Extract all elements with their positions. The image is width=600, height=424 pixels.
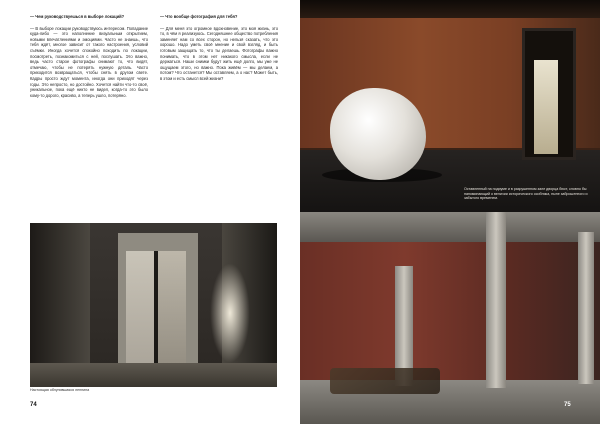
photo-debris	[330, 368, 440, 394]
photo-bust-head	[330, 88, 426, 180]
lenin-photo-caption: Оставленный на подиуме и в разрушенном зале дворца бюст, словно бы напоминающий о величии исторического особняка, ныне заброшенного и забытого временем.	[464, 187, 588, 201]
photo-ceiling	[300, 212, 600, 242]
photo-window-glow	[210, 263, 250, 363]
photo-floor	[30, 363, 277, 387]
page-number-left: 74	[30, 402, 37, 408]
photo-door-gap	[154, 251, 158, 381]
photo-doorway-light	[534, 60, 558, 154]
text-column-1	[30, 14, 148, 104]
lenin-head-photo	[300, 0, 600, 212]
question-2: — Что вообще фотография для тебя?	[160, 14, 238, 19]
photo-column-3	[578, 232, 594, 384]
photo-door-leaf-right	[158, 251, 186, 381]
photo-door-leaf-left	[126, 251, 154, 381]
answer-1: — В выборе локации руководствуюсь интересом. Попадание куда-либо — это наполнение визуальным открытием, новыми впечатлениями и эмоциями. Часто не знаешь, что тебя ждёт, многое зависит от такого настроения, условий съёмки. Иногда хочется спокойно походить по локации, посмотреть, познакомиться с ней, послушать. Это важно, ведь часто старое фотографы снимают то, что видят, отмечаю, чтобы не потерять нужную деталь. Часто приходится возвращаться, чтобы снять в другом свете. Кадры просто ждут момента, иногда они приходят через годы. Это непросто, но достойно. Хочется найти что-то своё, уникальное, пока ещё никто не видел, когда-то это было кому-то дорого, красиво, а теперь ушло, потеряно.	[30, 25, 148, 98]
page-number-right: 75	[564, 402, 571, 408]
doorway-photo-caption: Настоящая облупившаяся лепнина	[30, 388, 90, 392]
photo-column-2	[486, 212, 506, 388]
doorway-photo	[30, 223, 277, 387]
photo-ceiling	[300, 0, 600, 18]
question-1: — Чем руководствуешься в выборе локаций?	[30, 14, 125, 19]
text-column-2	[160, 14, 278, 88]
answer-2: — Для меня это огромное вдохновение, это моя жизнь, это то, в чём я реализуюсь. Сегодняшнее общество потребления заменяет нам со всех сторон, но нельзя сказать, что это хорошо. Надо уметь своё мнение и свой взгляд, и быть готовым защищать то, что ты делаешь. Фотографы важно понимать, что в этом нет никакого смысла, если не держаться. Наши снимки будут жить ещё долго, мы уже не ощущаем этого, но важно. Пока живём — мы делаем, а потом? Что останется? Мы оставляем, а о нас? Может быть, в этом и есть смысл всей жизни?	[160, 25, 278, 81]
columns-hall-photo	[300, 212, 600, 424]
photo-red-wall	[300, 242, 600, 382]
